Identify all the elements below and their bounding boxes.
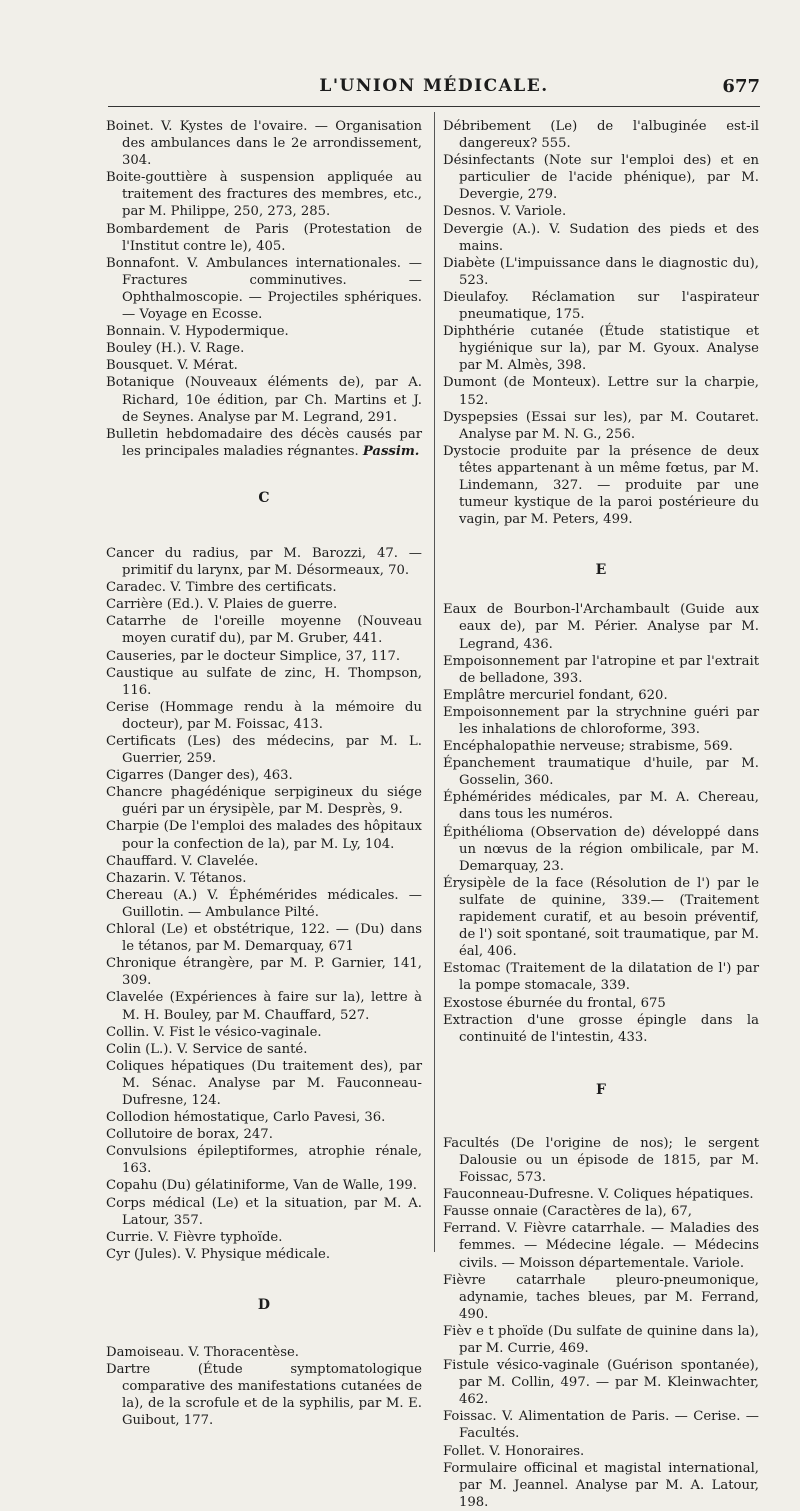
index-entry: Copahu (Du) gélatiniforme, Van de Walle, 199. bbox=[106, 1178, 417, 1194]
index-entry: Encéphalopathie nerveuse; strabisme, 569. bbox=[443, 739, 733, 755]
entry-group-e bbox=[443, 601, 759, 1045]
index-entry: Clavelée (Expériences à faire sur la), lettre à M. H. Bouley, par M. Chauffard, 527. bbox=[106, 990, 422, 1023]
entry-group-b bbox=[106, 118, 422, 426]
running-title: L'UNION MÉDICALE. bbox=[319, 76, 549, 96]
index-entry: Diphthérie cutanée (Étude statistique et hygiénique sur la), par M. Gyoux. Analyse par M. Almès, 398. bbox=[443, 324, 759, 374]
index-entry: Dystocie produite par la présence de deux têtes appartenant à un même fœtus, par M. Lindemann, 327. — produite par une tumeur kystique de la paroi postérieure du vagin, par M. Peters, 499. bbox=[443, 443, 759, 528]
index-entry: Catarrhe de l'oreille moyenne (Nouveau moyen curatif du), par M. Gruber, 441. bbox=[106, 614, 422, 647]
index-entry: Dieulafoy. Réclamation sur l'aspirateur pneumatique, 175. bbox=[443, 289, 759, 323]
index-column-left bbox=[106, 118, 422, 1429]
page-header bbox=[108, 76, 760, 102]
index-entry: Diabète (L'impuissance dans le diagnostic du), 523. bbox=[443, 255, 759, 288]
index-entry: Fièv e t phoïde (Du sulfate de quinine dans la), par M. Currie, 469. bbox=[443, 1323, 759, 1356]
index-entry: Bombardement de Paris (Protestation de l'Institut contre le), 405. bbox=[106, 221, 422, 254]
index-entry: Devergie (A.). V. Sudation des pieds et des mains. bbox=[443, 221, 759, 254]
bulletin-passim: Passim. bbox=[362, 443, 420, 459]
index-entry: Convulsions épileptiformes, atrophie rénale, 163. bbox=[106, 1144, 422, 1177]
index-entry: Bousquet. V. Mérat. bbox=[106, 358, 238, 374]
index-entry: Currie. V. Fièvre typhoïde. bbox=[106, 1229, 283, 1245]
index-entry: Causeries, par le docteur Simplice, 37, 117. bbox=[106, 648, 401, 664]
section-letter-d: D bbox=[257, 1296, 271, 1313]
index-entry: Bonnafont. V. Ambulances internationales. — Fractures comminutives. — Ophthalmoscopie. — Projectiles sphériques. — Voyage en Ecosse. bbox=[106, 255, 422, 323]
index-entry: Estomac (Traitement de la dilatation de l') par la pompe stomacale, 339. bbox=[443, 961, 759, 994]
index-entry: Emplâtre mercuriel fondant, 620. bbox=[443, 687, 668, 703]
column-divider bbox=[434, 112, 435, 1252]
index-entry: Follet. V. Honoraires. bbox=[443, 1443, 585, 1459]
index-entry: Chauffard. V. Clavelée. bbox=[106, 853, 259, 869]
index-entry: Éphémérides médicales, par M. A. Chereau, dans tous les numéros. bbox=[443, 790, 759, 823]
index-entry: Dumont (de Monteux). Lettre sur la charpie, 152. bbox=[443, 375, 759, 408]
index-entry: Exostose éburnée du frontal, 675 bbox=[443, 995, 666, 1011]
index-entry: Collutoire de borax, 247. bbox=[106, 1127, 273, 1143]
index-entry: Fausse onnaie (Caractères de la), 67, bbox=[443, 1204, 692, 1220]
index-entry: Chloral (Le) et obstétrique, 122. — (Du) dans le tétanos, par M. Demarquay, 671 bbox=[106, 922, 422, 955]
page-number: 677 bbox=[722, 76, 760, 97]
index-entry: Extraction d'une grosse épingle dans la continuité de l'intestin, 433. bbox=[443, 1012, 759, 1045]
index-entry: Épithélioma (Observation de) développé dans un nœvus de la région ombilicale, par M. Demarquay, 23. bbox=[443, 824, 759, 874]
index-entry: Damoiseau. V. Thoracentèse. bbox=[106, 1345, 299, 1360]
index-entry: Dartre (Étude symptomatologique comparative des manifestations cutanées de la), de la scrofule et de la syphilis, par M. E. Guibout, 177. bbox=[106, 1362, 422, 1429]
index-entry: Boite-gouttière à suspension appliquée au traitement des fractures des membres, etc., par M. Philippe, 250, 273, 285. bbox=[106, 170, 422, 220]
index-entry-bulletin bbox=[106, 426, 422, 460]
index-entry: Chancre phagédénique serpigineux du siége guéri par un érysipèle, par M. Desprès, 9. bbox=[106, 785, 422, 818]
index-entry: Fistule vésico-vaginale (Guérison spontanée), par M. Collin, 497. — par M. Kleinwachter, 462. bbox=[443, 1358, 759, 1408]
index-entry: Désinfectants (Note sur l'emploi des) et en particulier de l'acide phénique), par M. Devergie, 279. bbox=[443, 153, 759, 203]
index-entry: Cyr (Jules). V. Physique médicale. bbox=[106, 1246, 331, 1262]
index-entry: Empoisonnement par l'atropine et par l'extrait de belladone, 393. bbox=[443, 653, 759, 686]
index-entry: Desnos. V. Variole. bbox=[443, 204, 567, 220]
index-entry: Fièvre catarrhale pleuro-pneumonique, adynamie, taches bleues, par M. Ferrand, 490. bbox=[443, 1272, 759, 1322]
index-entry: Collin. V. Fist le vésico-vaginale. bbox=[106, 1024, 322, 1040]
index-entry: Érysipèle de la face (Résolution de l') par le sulfate de quinine, 339.— (Traitement rapidement curatif, et au besoin préventif, de l') soit spontané, soit traumatique, par M. éal, 406. bbox=[443, 875, 759, 960]
index-entry: Corps médical (Le) et la situation, par M. A. Latour, 357. bbox=[106, 1195, 422, 1228]
index-entry: Dyspepsies (Essai sur les), par M. Coutaret. Analyse par M. N. G., 256. bbox=[443, 409, 759, 442]
index-entry: Chazarin. V. Tétanos. bbox=[106, 870, 247, 886]
index-entry: Caustique au sulfate de zinc, H. Thompson, 116. bbox=[106, 665, 422, 698]
index-entry: Formulaire officinal et magistal international, par M. Jeannel. Analyse par M. A. Latour, 198. bbox=[443, 1460, 759, 1510]
bulletin-text: Bulletin hebdomadaire des décès causés par les principales maladies régnantes. bbox=[106, 426, 422, 459]
header-rule bbox=[108, 106, 760, 107]
entry-group-f bbox=[443, 1135, 759, 1511]
section-letter-c: C bbox=[258, 489, 270, 506]
index-column-right bbox=[443, 118, 759, 1511]
index-entry: Certificats (Les) des médecins, par M. L. Guerrier, 259. bbox=[106, 734, 422, 767]
index-entry: Facultés (De l'origine de nos); le sergent Dalousie ou un épisode de 1815, par M. Foissac, 573. bbox=[443, 1135, 759, 1186]
index-entry: Empoisonnement par la strychnine guéri par les inhalations de chloroforme, 393. bbox=[443, 704, 759, 737]
entry-group-d-continued bbox=[443, 118, 759, 528]
index-entry: Coliques hépatiques (Du traitement des), par M. Sénac. Analyse par M. Fauconneau-Dufresne, 124. bbox=[106, 1058, 422, 1108]
index-entry: Caradec. V. Timbre des certificats. bbox=[106, 580, 337, 596]
section-letter-e: E bbox=[595, 562, 607, 579]
index-entry: Cancer du radius, par M. Barozzi, 47. — primitif du larynx, par M. Désormeaux, 70. bbox=[106, 545, 422, 579]
index-entry: Ferrand. V. Fièvre catarrhale. — Maladies des femmes. — Médecine légale. — Médecins civils. — Moisson départementale. Variole. bbox=[443, 1221, 759, 1271]
index-entry: Carrière (Ed.). V. Plaies de guerre. bbox=[106, 597, 338, 613]
index-entry: Chronique étrangère, par M. P. Garnier, 141, 309. bbox=[106, 956, 422, 989]
index-entry: Botanique (Nouveaux éléments de), par A. Richard, 10e édition, par Ch. Martins et J. de Seynes. Analyse par M. Legrand, 291. bbox=[106, 375, 422, 425]
index-entry: Cerise (Hommage rendu à la mémoire du docteur), par M. Foissac, 413. bbox=[106, 699, 422, 732]
index-entry: Cigarres (Danger des), 463. bbox=[106, 768, 293, 784]
index-entry: Collodion hémostatique, Carlo Pavesi, 36. bbox=[106, 1110, 386, 1126]
index-entry: Bouley (H.). V. Rage. bbox=[106, 341, 245, 357]
section-letter-f: F bbox=[596, 1081, 606, 1098]
index-entry: Foissac. V. Alimentation de Paris. — Cerise. — Facultés. bbox=[443, 1409, 759, 1442]
index-entry: Charpie (De l'emploi des malades des hôpitaux pour la confection de la), par M. Ly, 104. bbox=[106, 819, 422, 852]
index-entry: Colin (L.). V. Service de santé. bbox=[106, 1041, 308, 1057]
index-entry: Débribement (Le) de l'albuginée est-il dangereux? 555. bbox=[443, 119, 759, 152]
entry-group-d bbox=[106, 1344, 422, 1429]
index-entry: Eaux de Bourbon-l'Archambault (Guide aux eaux de), par M. Périer. Analyse par M. Legrand, 436. bbox=[443, 602, 759, 652]
index-entry: Fauconneau-Dufresne. V. Coliques hépatiques. bbox=[443, 1187, 754, 1203]
index-entry: Épanchement traumatique d'huile, par M. Gosselin, 360. bbox=[443, 756, 759, 789]
index-entry: Bonnain. V. Hypodermique. bbox=[106, 324, 289, 340]
index-entry: Chereau (A.) V. Éphémérides médicales. — Guillotin. — Ambulance Pilté. bbox=[106, 887, 422, 920]
index-entry: Boinet. V. Kystes de l'ovaire. — Organisation des ambulances dans le 2e arrondissement, 304. bbox=[106, 119, 422, 169]
entry-group-c bbox=[106, 545, 422, 1263]
